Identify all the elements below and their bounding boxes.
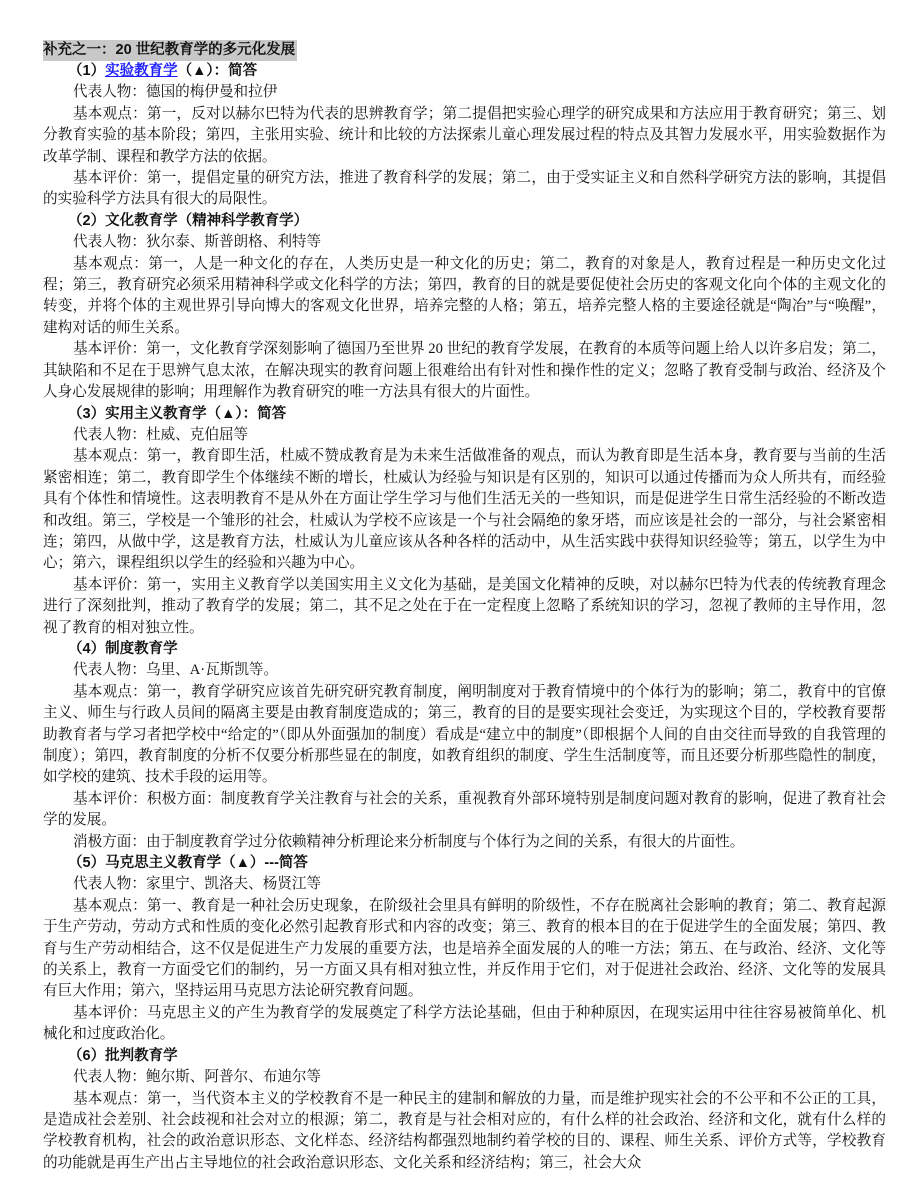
paragraph: 基本评价：第一，提倡定量的研究方法，推进了教育科学的发展；第二，由于受实证主义和自然科学研究方法的影响，其提倡的实验科学方法具有很大的局限性。 [43,170,886,208]
section-heading-4 [43,639,886,660]
paragraph: 代表人物：杜威、克伯屈等 [73,426,249,443]
paragraph: 基本观点：第一，教育即生活，杜威不赞成教育是为未来生活做准备的观点，而认为教育即是生活本身，教育要与当前的生活紧密相连；第二，教育即学生个体继续不断的增长，杜威认为经验与知识是有区别的，知识可以通过传播而为众人所共有，而经验具有个体性和情境性。这表明教育不是从外在方面让学生学习与他们生活无关的一些知识，而是促进学生日常生活经验的不断改造和改组。第三，学校是一个雏形的社会，杜威认为学校不应该是一个与社会隔绝的象牙塔，而应该是社会的一部分，与社会紧密相连；第四，从做中学，这是教育方法，杜威认为儿童应该从各种各样的活动中，从生活实践中获得知识经验等；第五，以学生为中心；第六，课程组织以学生的经验和兴趣为中心。 [43,448,886,572]
paragraph: 基本观点：第一，人是一种文化的存在，人类历史是一种文化的历史；第二，教育的对象是人，教育过程是一种历史文化过程；第三，教育研究必须采用精神科学或文化科学的方法；第四，教育的目的就是要促使社会历史的客观文化向个体的主观文化的转变，并将个体的主观世界引导向博大的客观文化世界，培养完整的人格；第五，培养完整人格的主要途径就是“陶冶”与“唤醒”，建构对话的师生关系。 [43,255,886,336]
section-number: （5） [68,855,106,872]
section-number: （2） [68,212,106,229]
paragraph: 基本评价：积极方面：制度教育学关注教育与社会的关系，重视教育外部环境特别是制度问题对教育的影响，促进了教育社会学的发展。 [43,790,886,829]
experimental-pedagogy-link[interactable]: 实验教育学 [105,63,178,79]
section-heading-text: 批判教育学 [105,1047,178,1064]
section-number: （4） [68,640,106,657]
section-number: （6） [68,1047,106,1064]
section-heading-text: 文化教育学（精神科学教育学） [105,212,309,229]
paragraph: 基本评价：马克思主义的产生为教育学的发展奠定了科学方法论基础，但由于种种原因，在现实运用中往往容易被简单化、机械化和过度政治化。 [43,1004,886,1043]
paragraph: 代表人物：鲍尔斯、阿普尔、布迪尔等 [73,1069,322,1086]
section-heading-text: 马克思主义教育学（▲）---简答 [105,855,308,872]
section-heading-text: 制度教育学 [105,640,178,657]
section-heading-5 [43,853,886,874]
paragraph: 基本观点：第一、教育是一种社会历史现象，在阶级社会里具有鲜明的阶级性，不存在脱离社会影响的教育；第二、教育起源于生产劳动，劳动方式和性质的变化必然引起教育形式和内容的改变；第三、教育的根本目的在于促进学生的全面发展；第四、教育与生产劳动相结合，这不仅是促进生产力发展的重要方法，也是培养全面发展的人的唯一方法；第五、在与政治、经济、文化等的关系上，教育一方面受它们的制约，另一方面又具有相对独立性，并反作用于它们，对于促进社会政治、经济、文化等的发展具有巨大作用；第六，坚持运用马克思方法论研究教育问题。 [43,897,886,1000]
paragraph: 代表人物：家里宁、凯洛夫、杨贤江等 [73,876,322,893]
section-heading-2 [43,211,886,232]
document-page [43,40,886,1174]
paragraph: 代表人物：狄尔泰、斯普朗格、利特等 [73,234,322,251]
section-number: （1） [68,63,106,79]
paragraph: 基本观点：第一，教育学研究应该首先研究研究教育制度，阐明制度对于教育情境中的个体行为的影响；第二，教育中的官僚主义、师生与行政人员间的隔离主要是由教育制度造成的；第三，教育的目的是要实现社会变迁，为实现这个目的，学校教育要帮助教育者与学习者把学校中“给定的”（即从外面强加的制度）看成是“建立中的制度”（即根据个人间的自由交往而导致的自我管理的制度）；第四，教育制度的分析不仅要分析那些显在的制度，如教育组织的制度、学生生活制度等，而且还要分析那些隐性的制度，如学校的建筑、技术手段的运用等。 [43,683,886,786]
paragraph: 代表人物：德国的梅伊曼和拉伊 [73,84,278,101]
document-title: 补充之一：20 世纪教育学的多元化发展 [43,40,297,61]
section-heading-6 [43,1046,886,1067]
section-heading-1 [43,61,886,82]
section-heading-text: 实用主义教育学（▲）：简答 [105,405,287,422]
paragraph: 消极方面：由于制度教育学过分依赖精神分析理论来分析制度与个体行为之间的关系，有很大的片面性。 [73,833,745,850]
paragraph: 代表人物：乌里、A·瓦斯凯等。 [73,662,279,679]
paragraph: 基本观点：第一，当代资本主义的学校教育不是一种民主的建制和解放的力量，而是维护现实社会的不公平和不公正的工具，是造成社会差别、社会歧视和社会对立的根源；第二，教育是与社会相对应的，有什么样的社会政治、经济和文化，就有什么样的学校教育机构，社会的政治意识形态、文化样态、经济结构都强烈地制约着学校的目的、课程、师生关系、评价方式等，学校教育的功能就是再生产出占主导地位的社会政治意识形态、文化关系和经济结构；第三，社会大众 [43,1090,886,1171]
section-heading-rest: （▲）：简答 [177,63,258,79]
section-number: （3） [68,405,106,422]
paragraph: 基本观点：第一，反对以赫尔巴特为代表的思辨教育学；第二提倡把实验心理学的研究成果和方法应用于教育研究；第三、划分教育实验的基本阶段；第四，主张用实验、统计和比较的方法探索儿童心理发展过程的特点及其智力发展水平，用实验数据作为改革学制、课程和教学方法的依据。 [43,105,886,165]
paragraph: 基本评价：第一，文化教育学深刻影响了德国乃至世界 20 世纪的教育学发展，在教育的本质等问题上给人以许多启发；第二，其缺陷和不足在于思辨气息太浓，在解决现实的教育问题上很难给出有针对性和操作性的定义；忽略了教育受制与政治、经济及个人身心发展规律的影响；用理解作为教育研究的唯一方法具有很大的片面性。 [43,341,886,401]
paragraph: 基本评价：第一，实用主义教育学以美国实用主义文化为基础，是美国文化精神的反映，对以赫尔巴特为代表的传统教育理念进行了深刻批判，推动了教育学的发展；第二，其不足之处在于在一定程度上忽略了系统知识的学习，忽视了教师的主导作用，忽视了教育的相对独立性。 [43,576,886,636]
section-heading-3 [43,404,886,425]
